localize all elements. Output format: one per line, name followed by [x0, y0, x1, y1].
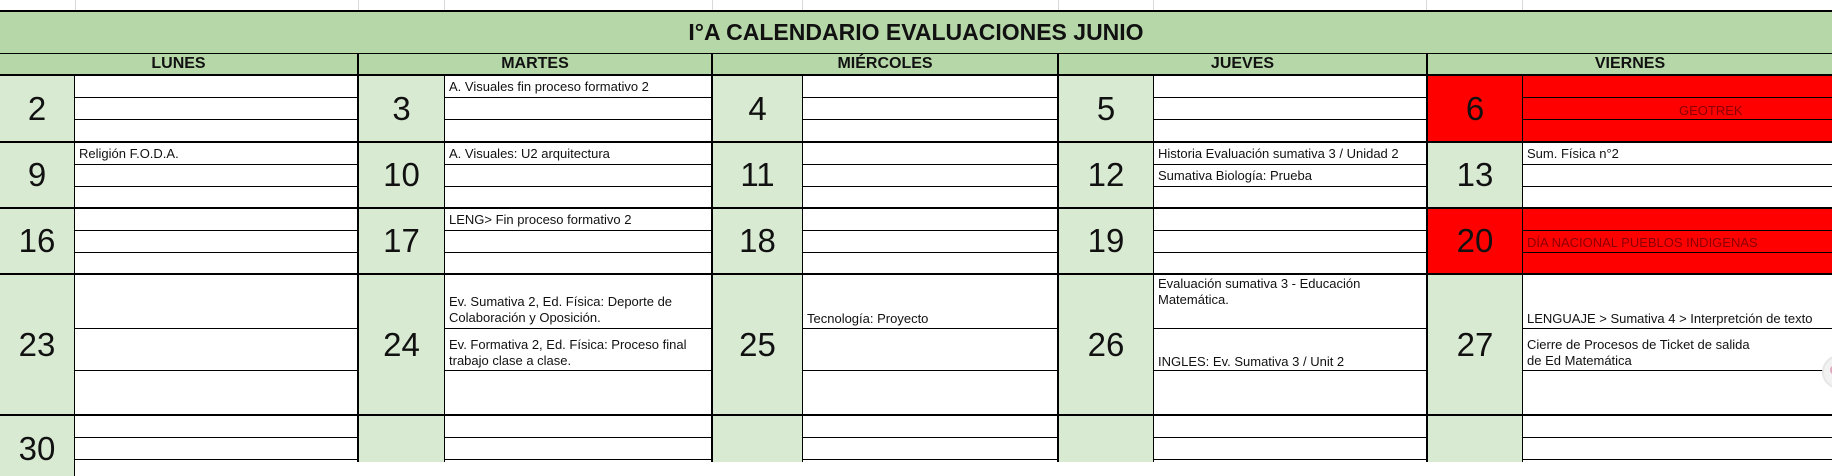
event-text: Ev. Formativa 2, Ed. Física: Proceso final trabajo clase a clase.: [449, 337, 687, 368]
day-number[interactable]: 11: [713, 143, 803, 209]
day-number-holiday[interactable]: 6: [1428, 76, 1523, 143]
day-events-cell[interactable]: [1154, 76, 1428, 143]
day-number[interactable]: 26: [1059, 275, 1154, 416]
day-number[interactable]: [1059, 416, 1154, 462]
event-text: Sum. Física n°2: [1527, 146, 1619, 161]
day-events-cell[interactable]: [75, 209, 359, 275]
day-events-cell[interactable]: [1154, 209, 1428, 275]
day-events-cell[interactable]: [75, 275, 359, 416]
day-events-cell[interactable]: [1154, 143, 1428, 209]
page-title[interactable]: I°A CALENDARIO EVALUACIONES JUNIO: [0, 10, 1832, 54]
day-number[interactable]: 16: [0, 209, 75, 275]
day-events-cell[interactable]: [1154, 416, 1428, 462]
day-number[interactable]: 10: [359, 143, 445, 209]
event-text: de Ed Matemática: [1527, 353, 1632, 368]
day-events-cell[interactable]: [445, 143, 713, 209]
day-events-cell-holiday[interactable]: [1523, 209, 1832, 275]
event-text: Sumativa Biología: Prueba: [1158, 168, 1312, 183]
day-events-cell[interactable]: [1523, 416, 1832, 462]
event-text: INGLES: Ev. Sumativa 3 / Unit 2: [1158, 354, 1345, 369]
day-number[interactable]: [1428, 416, 1523, 462]
day-number[interactable]: 2: [0, 76, 75, 143]
event-text: LENGUAJE > Sumativa 4 > Interpretción de texto: [1527, 311, 1813, 326]
day-number[interactable]: 30: [0, 416, 75, 476]
header-friday[interactable]: VIERNES: [1428, 54, 1832, 76]
day-number[interactable]: 5: [1059, 76, 1154, 143]
day-number[interactable]: 24: [359, 275, 445, 416]
day-number[interactable]: [713, 416, 803, 462]
day-events-cell[interactable]: [445, 416, 713, 462]
day-number[interactable]: 18: [713, 209, 803, 275]
day-events-cell[interactable]: [75, 416, 359, 462]
day-events-cell-holiday[interactable]: [1523, 76, 1832, 143]
day-number[interactable]: 27: [1428, 275, 1523, 416]
day-events-cell[interactable]: [803, 143, 1059, 209]
day-events-cell[interactable]: [1154, 275, 1428, 416]
event-text: GEOTREK: [1679, 103, 1743, 118]
day-events-cell[interactable]: [75, 76, 359, 143]
day-events-cell[interactable]: [1523, 275, 1832, 416]
day-events-cell[interactable]: [445, 275, 713, 416]
day-events-cell[interactable]: [803, 209, 1059, 275]
day-number[interactable]: 3: [359, 76, 445, 143]
day-number[interactable]: 12: [1059, 143, 1154, 209]
event-text: Religión F.O.D.A.: [79, 146, 179, 161]
day-number[interactable]: 23: [0, 275, 75, 416]
header-thursday[interactable]: JUEVES: [1059, 54, 1428, 76]
day-events-cell[interactable]: [803, 416, 1059, 462]
event-text: A. Visuales fin proceso formativo 2: [449, 79, 649, 94]
day-number[interactable]: [359, 416, 445, 462]
day-number[interactable]: 13: [1428, 143, 1523, 209]
day-number[interactable]: 9: [0, 143, 75, 209]
day-number-holiday[interactable]: 20: [1428, 209, 1523, 275]
day-events-cell[interactable]: [803, 275, 1059, 416]
event-text: Historia Evaluación sumativa 3 / Unidad 2: [1158, 146, 1399, 161]
event-text: Ev. Sumativa 2, Ed. Física: Deporte de Colaboración y Oposición.: [449, 294, 673, 325]
day-number[interactable]: 19: [1059, 209, 1154, 275]
event-text: DÍA NACIONAL PUEBLOS INDIGENAS: [1527, 235, 1758, 250]
event-text: Cierre de Procesos de Ticket de salida: [1527, 337, 1750, 352]
event-text: Evaluación sumativa 3 - Educación Matemática.: [1158, 276, 1361, 307]
day-events-cell[interactable]: [1523, 143, 1832, 209]
header-tuesday[interactable]: MARTES: [359, 54, 713, 76]
day-events-cell[interactable]: [445, 76, 713, 143]
event-text: LENG> Fin proceso formativo 2: [449, 212, 632, 227]
day-events-cell[interactable]: [445, 209, 713, 275]
header-wednesday[interactable]: MIÉRCOLES: [713, 54, 1059, 76]
day-number[interactable]: 17: [359, 209, 445, 275]
header-monday[interactable]: LUNES: [0, 54, 359, 76]
day-events-cell[interactable]: [75, 143, 359, 209]
day-events-cell[interactable]: [803, 76, 1059, 143]
day-number[interactable]: 4: [713, 76, 803, 143]
event-text: Tecnología: Proyecto: [807, 311, 929, 326]
day-number[interactable]: 25: [713, 275, 803, 416]
event-text: A. Visuales: U2 arquitectura: [449, 146, 610, 161]
